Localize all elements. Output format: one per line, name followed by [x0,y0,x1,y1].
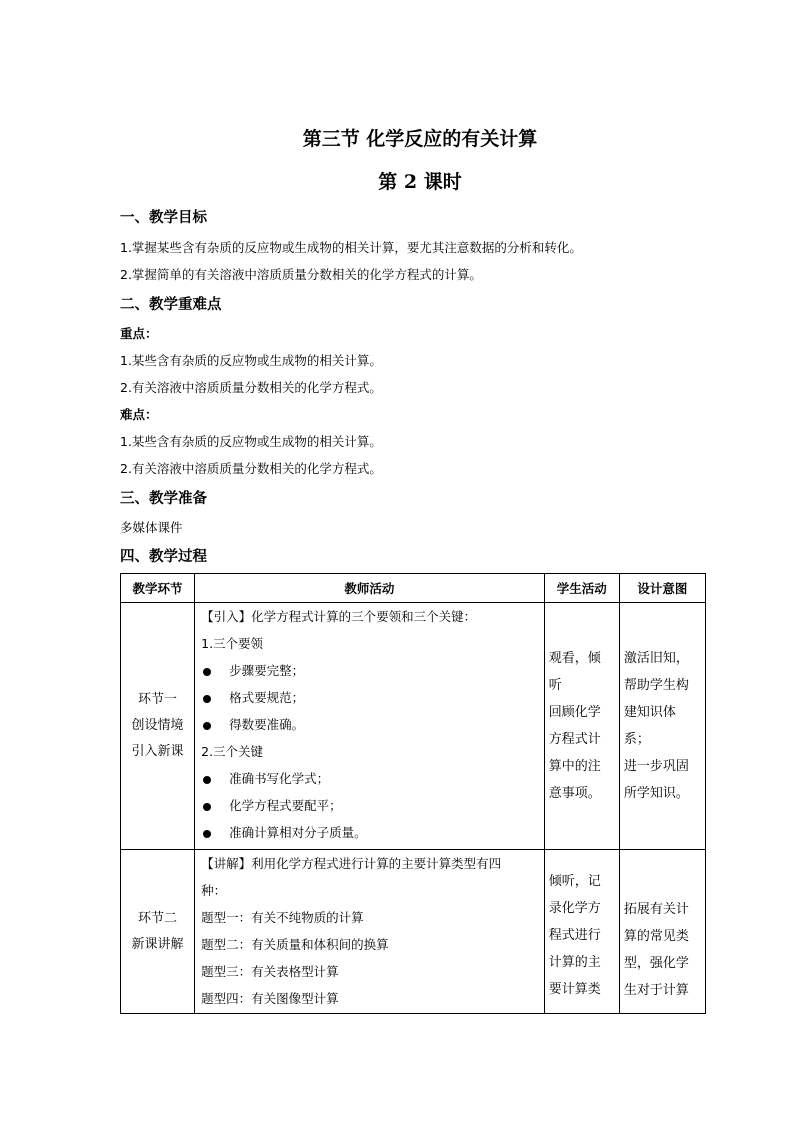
heading-process: 四、教学过程 [120,549,207,565]
table-header: 设计意图 [619,574,705,603]
prep-text: 多媒体课件 [120,520,183,535]
bullet-icon [203,803,211,811]
table-header-row [121,574,706,603]
stage-cell: 环节一 创设情境 引入新课 [121,603,195,850]
heading-prep: 三、教学准备 [120,491,207,507]
key-label: 重点： [120,326,158,341]
key-item: 1.某些含有杂质的反应物或生成物的相关计算。 [120,353,382,368]
list-item: 化学方程式要配平； [195,792,544,819]
teacher-activity-cell: 【引入】化学方程式计算的三个要领和三个关键： 1.三个要领 步骤要完整； 格式要规范； 得数要准确。 2.三个关键 准确书写化学式； 化学方程式要配平； 准确计算相对分子质量。 [195,603,545,850]
design-intent-cell: 激活旧知， 帮助学生构 建知识体系； 进一步巩固 所学知识。 [619,603,705,850]
stage-cell: 环节二 新课讲解 [121,850,195,1014]
key-item: 2.有关溶液中溶质质量分数相关的化学方程式。 [120,380,382,395]
table-header: 教师活动 [195,574,545,603]
document-title: 第三节 化学反应的有关计算 [302,128,538,150]
bullet-icon [203,668,211,676]
list-item: 格式要规范； [195,684,544,711]
list-item: 得数要准确。 [195,711,544,738]
list-item: 准确书写化学式； [195,765,544,792]
lesson-number: 第 2 课时 [378,171,462,193]
table-header: 学生活动 [544,574,619,603]
bullet-icon [203,722,211,730]
difficult-label: 难点： [120,407,158,422]
table-row [121,850,706,1014]
bullet-icon [203,830,211,838]
list-item: 步骤要完整； [195,657,544,684]
table-header: 教学环节 [121,574,195,603]
goal-item: 2.掌握简单的有关溶液中溶质质量分数相关的化学方程式的计算。 [120,267,482,282]
process-table [120,573,706,1014]
bullet-icon [203,695,211,703]
student-activity-cell: 观看，倾 听 回顾化学 方程式计 算中的注 意事项。 [544,603,619,850]
design-intent-cell: 拓展有关计 算的常见类 型，强化学 生对于计算 [619,850,705,1014]
heading-goals: 一、教学目标 [120,210,207,226]
table-row [121,603,706,850]
teacher-activity-cell: 【讲解】利用化学方程式进行计算的主要计算类型有四 种： 题型一：有关不纯物质的计算 题型二：有关质量和体积间的换算 题型三：有关表格型计算 题型四：有关图像型计算 [195,850,545,1014]
bullet-icon [203,776,211,784]
difficult-item: 1.某些含有杂质的反应物或生成物的相关计算。 [120,434,382,449]
list-item: 准确计算相对分子质量。 [195,819,544,846]
student-activity-cell: 倾听，记 录化学方 程式进行 计算的主 要计算类 [544,850,619,1014]
difficult-item: 2.有关溶液中溶质质量分数相关的化学方程式。 [120,461,382,476]
goal-item: 1.掌握某些含有杂质的反应物或生成物的相关计算，要尤其注意数据的分析和转化。 [120,240,582,255]
heading-keypoints: 二、教学重难点 [120,297,222,313]
